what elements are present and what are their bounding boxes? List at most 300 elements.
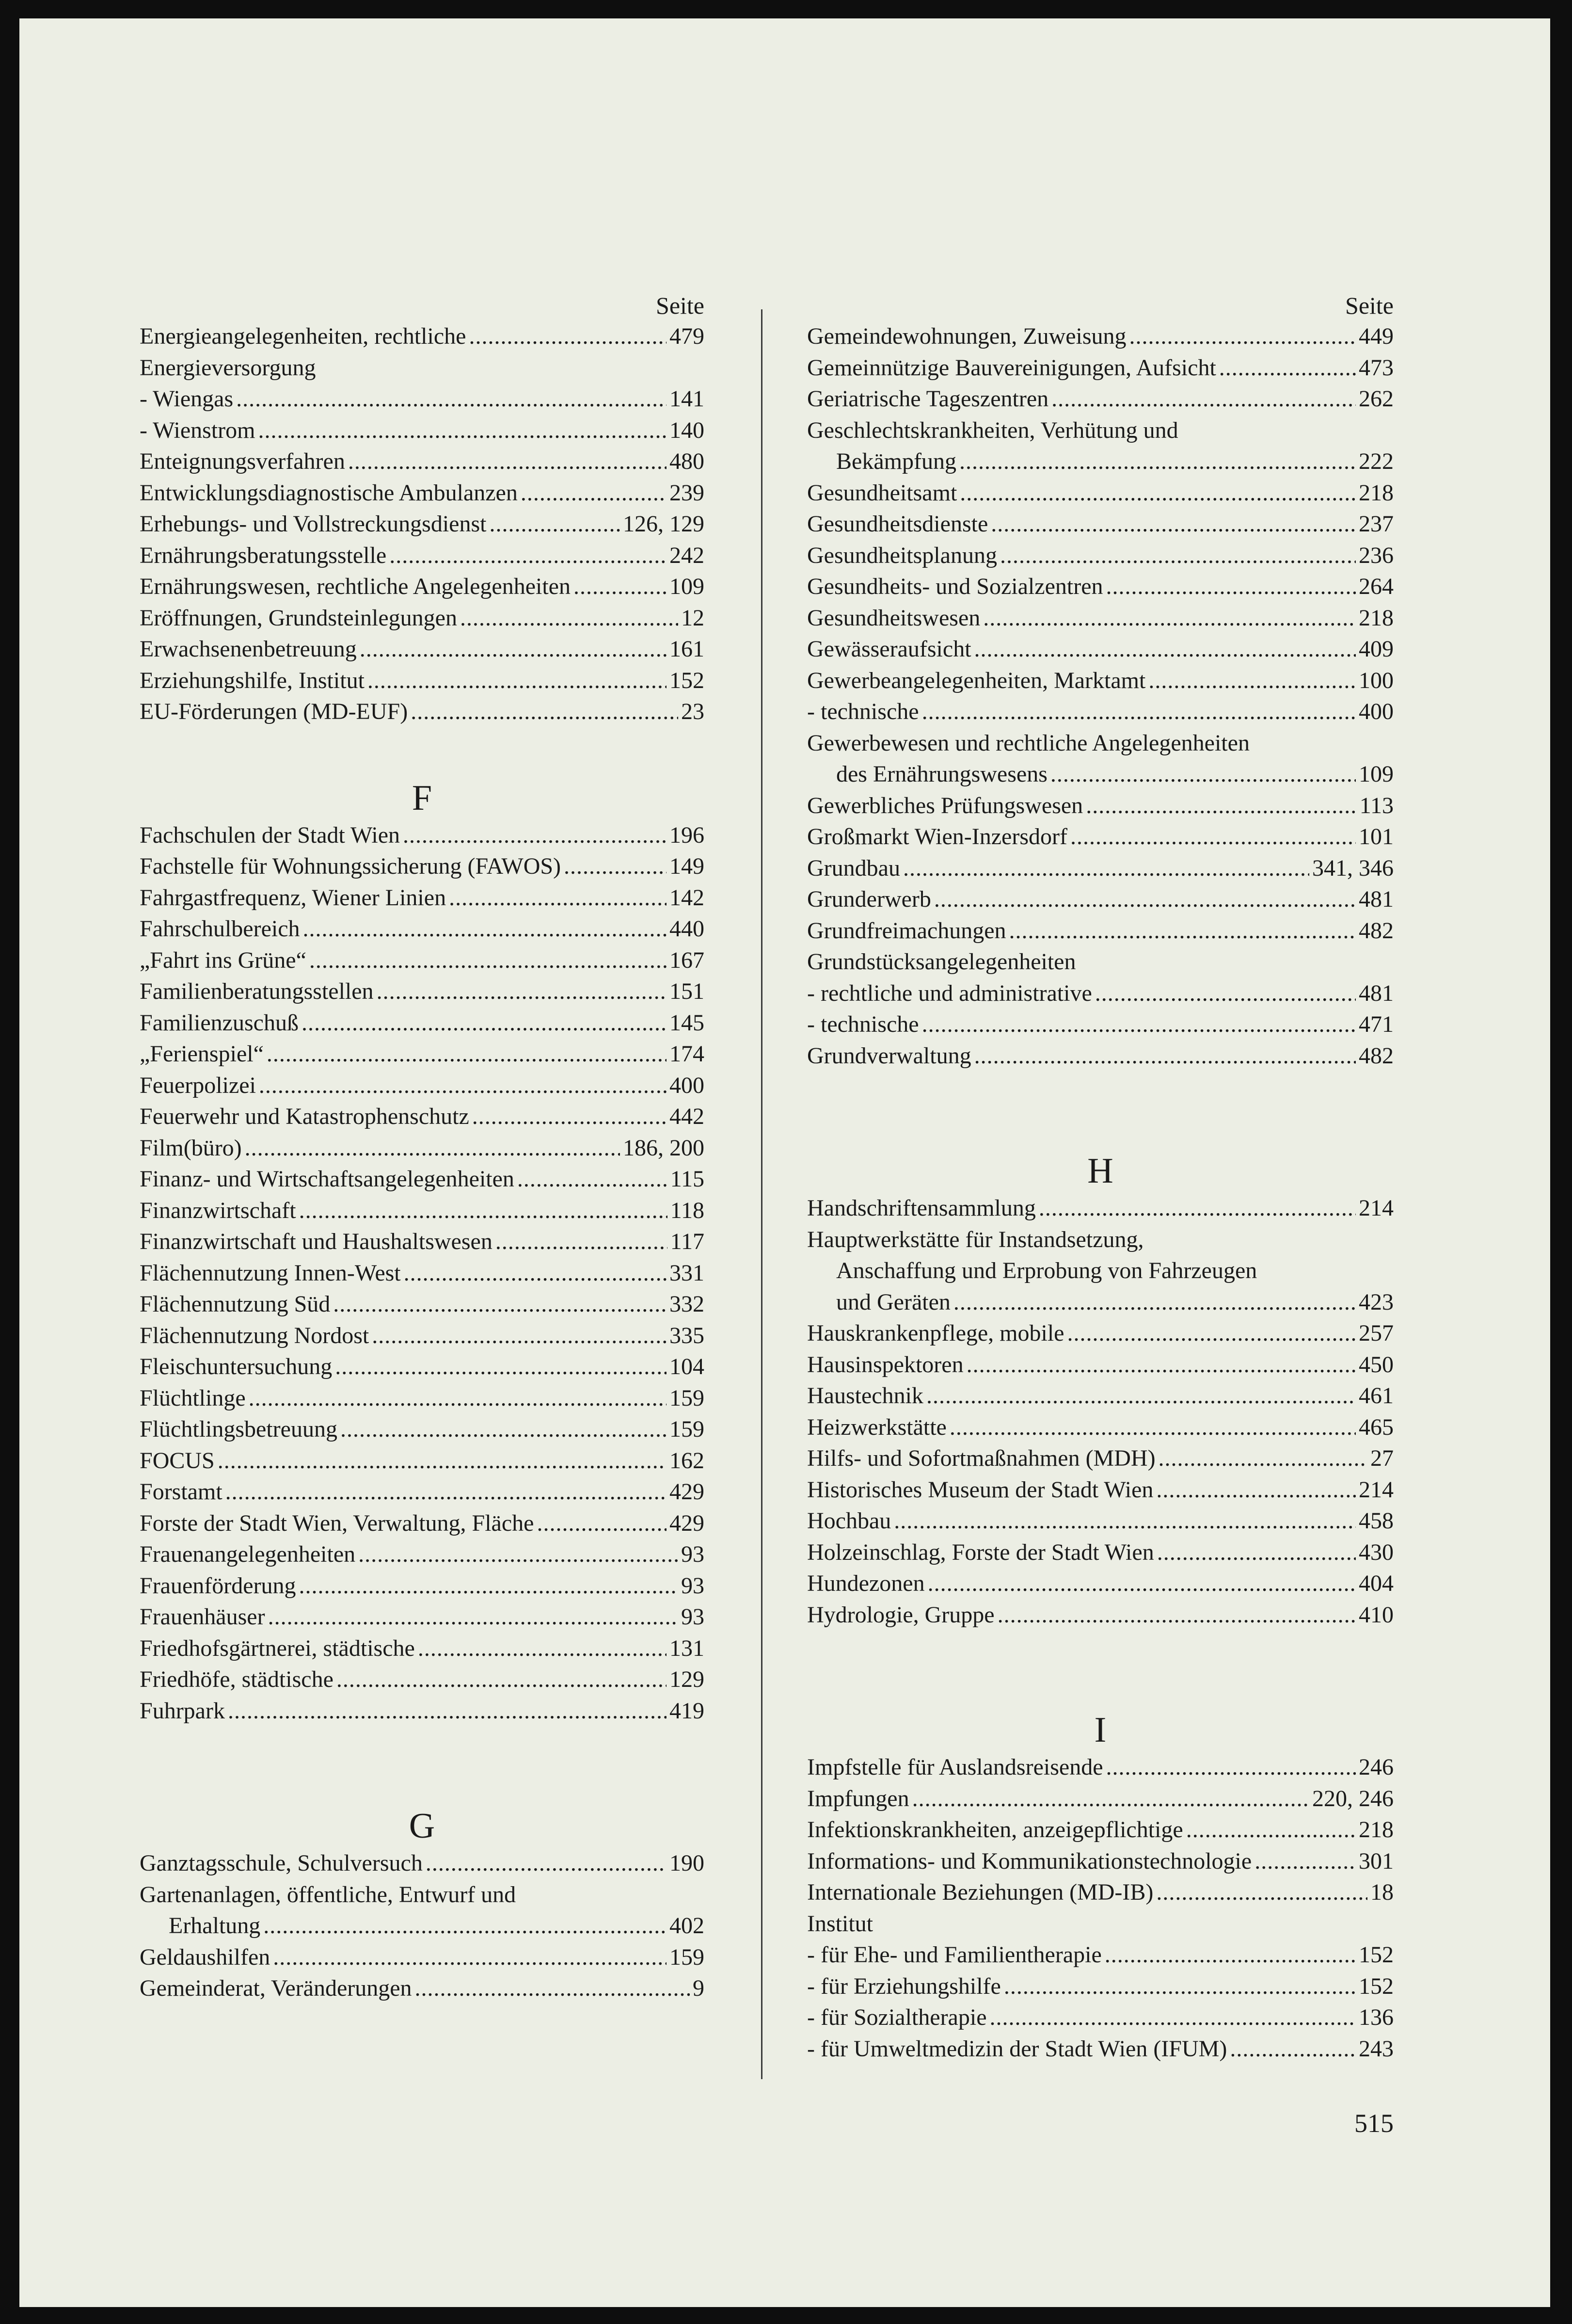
entry-term: Energieversorgung xyxy=(140,354,316,381)
leader-dots xyxy=(267,1039,667,1070)
entry-page: 118 xyxy=(670,1197,704,1223)
entry-page: 159 xyxy=(669,1385,704,1411)
leader-dots xyxy=(340,1414,667,1445)
entry-page: 423 xyxy=(1359,1289,1394,1315)
entry-page: 257 xyxy=(1359,1320,1394,1346)
entry-term: Geschlechtskrankheiten, Verhütung und xyxy=(807,417,1178,443)
index-entry-heading xyxy=(140,1879,704,1911)
leader-dots xyxy=(268,1602,678,1633)
index-entry xyxy=(807,1939,1394,1971)
entry-page: 93 xyxy=(681,1604,704,1630)
index-entry xyxy=(140,914,704,945)
index-entry xyxy=(807,1412,1394,1443)
index-entry xyxy=(140,976,704,1008)
entry-page: 93 xyxy=(681,1572,704,1599)
entry-term: Gemeinderat, Veränderungen xyxy=(140,1975,412,2001)
entry-page: 402 xyxy=(669,1913,704,1939)
entry-page: 449 xyxy=(1359,323,1394,349)
index-entry xyxy=(807,821,1394,853)
entry-term: Enteignungsverfahren xyxy=(140,449,345,474)
entry-term: Frauenförderung xyxy=(140,1572,296,1599)
entry-term: Bekämpfung xyxy=(836,449,956,474)
entry-term: Gesundheitsamt xyxy=(807,480,957,506)
entry-page: 100 xyxy=(1359,667,1394,693)
index-entry xyxy=(140,478,704,509)
entry-term: Historisches Museum der Stadt Wien xyxy=(807,1476,1154,1503)
leader-dots xyxy=(1067,1318,1356,1349)
entry-page: 12 xyxy=(681,605,704,631)
entry-page: 262 xyxy=(1359,386,1394,412)
entry-page: 140 xyxy=(669,417,704,443)
entry-term: Handschriftensammlung xyxy=(807,1195,1036,1221)
column-divider xyxy=(761,309,762,2079)
leader-dots xyxy=(218,1445,667,1477)
entry-term: Erhebungs- und Vollstreckungsdienst xyxy=(140,511,487,537)
leader-dots xyxy=(259,1070,667,1102)
entry-page: 236 xyxy=(1359,542,1394,568)
index-entry xyxy=(807,1193,1394,1224)
entry-page: 218 xyxy=(1359,1817,1394,1843)
index-entry xyxy=(140,1848,704,1879)
index-entry xyxy=(140,1164,704,1195)
leader-dots xyxy=(990,2002,1356,2034)
entry-page: 482 xyxy=(1359,917,1394,944)
leader-dots xyxy=(418,1633,667,1665)
entry-term: Geriatrische Tageszentren xyxy=(807,386,1049,412)
index-entry xyxy=(140,384,704,415)
entry-page: 152 xyxy=(1359,1942,1394,1968)
entry-term: Film(büro) xyxy=(140,1135,242,1161)
index-entry xyxy=(140,1973,704,2004)
entry-page: 429 xyxy=(669,1510,704,1536)
entry-term: EU-Förderungen (MD-EUF) xyxy=(140,699,408,724)
leader-dots xyxy=(273,1942,667,1973)
index-entry xyxy=(807,978,1394,1010)
leader-dots xyxy=(1156,1475,1356,1506)
entry-page: 9 xyxy=(693,1975,704,2001)
entry-page: 430 xyxy=(1359,1539,1394,1565)
entry-page: 481 xyxy=(1359,886,1394,912)
index-entry xyxy=(807,1537,1394,1569)
entry-term: Holzeinschlag, Forste der Stadt Wien xyxy=(807,1539,1154,1565)
entry-page: 218 xyxy=(1359,480,1394,506)
leader-dots xyxy=(469,321,667,353)
entry-term: Geldaushilfen xyxy=(140,1944,270,1970)
entry-page: 335 xyxy=(669,1322,704,1348)
leader-dots xyxy=(1148,665,1356,697)
index-entry xyxy=(140,1008,704,1039)
index-entry xyxy=(807,509,1394,540)
entry-term: Flächennutzung Innen-West xyxy=(140,1260,401,1286)
index-entry xyxy=(807,1783,1394,1815)
leader-dots xyxy=(537,1508,667,1539)
entry-page: 101 xyxy=(1359,824,1394,849)
entry-term: Eröffnungen, Grundsteinlegungen xyxy=(140,605,457,631)
leader-dots xyxy=(521,478,667,509)
leader-dots xyxy=(1254,1846,1356,1877)
entry-page: 18 xyxy=(1370,1879,1394,1905)
index-entry xyxy=(807,603,1394,634)
entry-page: 471 xyxy=(1359,1011,1394,1037)
entry-page: 196 xyxy=(669,822,704,848)
entry-page: 220, 246 xyxy=(1312,1785,1394,1811)
entry-term: Friedhofsgärtnerei, städtische xyxy=(140,1635,415,1661)
entry-page: 465 xyxy=(1359,1414,1394,1440)
leader-dots xyxy=(1039,1193,1356,1224)
index-entry xyxy=(140,1070,704,1102)
leader-dots xyxy=(302,1008,667,1039)
leader-dots xyxy=(372,1320,667,1352)
leader-dots xyxy=(415,1973,690,2004)
entry-term: Fleischuntersuchung xyxy=(140,1354,333,1379)
index-entry xyxy=(807,1568,1394,1600)
leader-dots xyxy=(1106,571,1356,603)
entry-term: Internationale Beziehungen (MD-IB) xyxy=(807,1879,1154,1905)
g-entries xyxy=(140,1848,704,2004)
index-entry xyxy=(807,1287,1394,1318)
entry-term: Impfstelle für Auslandsreisende xyxy=(807,1754,1103,1780)
index-entry xyxy=(807,853,1394,884)
entry-term: Hausinspektoren xyxy=(807,1351,964,1378)
index-entry xyxy=(807,1506,1394,1537)
index-entry xyxy=(807,446,1394,478)
entry-page: 145 xyxy=(669,1010,704,1036)
entry-page: 440 xyxy=(669,916,704,942)
entry-page: 301 xyxy=(1359,1848,1394,1874)
leader-dots xyxy=(1219,353,1356,384)
entry-page: 341, 346 xyxy=(1312,855,1394,881)
entry-page: 214 xyxy=(1359,1476,1394,1503)
leader-dots xyxy=(245,1133,620,1164)
entry-term: Gewerbewesen und rechtliche Angelegenheiten xyxy=(807,730,1250,756)
e-entries xyxy=(140,321,704,728)
entry-page: 419 xyxy=(669,1698,704,1724)
index-entry-heading xyxy=(807,728,1394,759)
leader-dots xyxy=(490,509,620,540)
entry-term: Ernährungsberatungsstelle xyxy=(140,542,387,568)
leader-dots xyxy=(1157,1537,1356,1569)
entry-page: 461 xyxy=(1359,1383,1394,1409)
entry-term: Fahrschulbereich xyxy=(140,916,300,942)
entry-page: 27 xyxy=(1370,1445,1394,1471)
index-entry-heading xyxy=(807,415,1394,447)
entry-term: Gesundheitswesen xyxy=(807,605,981,631)
leader-dots xyxy=(360,634,667,665)
index-entry xyxy=(140,1039,704,1070)
entry-term: Frauenangelegenheiten xyxy=(140,1541,356,1567)
index-entry xyxy=(140,1602,704,1633)
index-entry xyxy=(807,759,1394,790)
leader-dots xyxy=(1159,1443,1367,1475)
entry-page: 115 xyxy=(670,1166,704,1192)
index-entry xyxy=(140,1445,704,1477)
entry-page: 242 xyxy=(669,542,704,568)
index-entry xyxy=(140,321,704,353)
leader-dots xyxy=(1009,915,1356,947)
index-entry xyxy=(807,540,1394,572)
leader-dots xyxy=(449,882,667,914)
index-entry xyxy=(140,820,704,851)
index-entry xyxy=(807,1349,1394,1381)
index-entry xyxy=(807,384,1394,415)
leader-dots xyxy=(225,1476,667,1508)
entry-page: 151 xyxy=(669,978,704,1004)
leader-dots xyxy=(1000,540,1356,572)
index-entry xyxy=(140,1195,704,1227)
entry-term: Grunderwerb xyxy=(807,886,931,912)
entry-page: 161 xyxy=(669,636,704,662)
entry-term: Entwicklungsdiagnostische Ambulanzen xyxy=(140,480,518,506)
entry-term: Ernährungswesen, rechtliche Angelegenheiten xyxy=(140,574,571,599)
entry-term: Grundstücksangelegenheiten xyxy=(807,949,1076,975)
index-entry xyxy=(807,1971,1394,2003)
entry-term: „Ferienspiel“ xyxy=(140,1041,264,1067)
leader-dots xyxy=(903,853,1309,884)
index-entry xyxy=(140,571,704,603)
index-entry xyxy=(140,509,704,540)
index-entry xyxy=(140,851,704,882)
entry-term: Erziehungshilfe, Institut xyxy=(140,667,365,693)
leader-dots xyxy=(922,696,1356,728)
entry-page: 167 xyxy=(669,947,704,973)
page-number: 515 xyxy=(1354,2109,1394,2138)
section-heading-g: G xyxy=(409,1806,435,1846)
leader-dots xyxy=(922,1009,1356,1041)
entry-page: 109 xyxy=(669,574,704,599)
entry-term: Feuerwehr und Katastrophenschutz xyxy=(140,1104,469,1129)
entry-page: 149 xyxy=(669,853,704,879)
h-entries xyxy=(807,1193,1394,1631)
index-entry xyxy=(807,2034,1394,2065)
entry-term: Institut xyxy=(807,1910,873,1937)
leader-dots xyxy=(404,1258,667,1289)
leader-dots xyxy=(336,1664,667,1696)
index-entry xyxy=(807,1041,1394,1072)
index-entry xyxy=(140,415,704,447)
entry-page: 237 xyxy=(1359,511,1394,537)
leader-dots xyxy=(411,696,678,728)
entry-page: 214 xyxy=(1359,1195,1394,1221)
entry-term: Impfungen xyxy=(807,1785,909,1811)
entry-term: - für Sozialtherapie xyxy=(807,2004,987,2030)
entry-page: 113 xyxy=(1359,792,1394,818)
entry-term: Gewässeraufsicht xyxy=(807,636,971,662)
index-entry xyxy=(140,945,704,977)
entry-page: 482 xyxy=(1359,1042,1394,1069)
index-entry xyxy=(807,321,1394,353)
f-entries xyxy=(140,820,704,1727)
leader-dots xyxy=(912,1783,1309,1815)
entry-term: Fachstelle für Wohnungssicherung (FAWOS) xyxy=(140,853,561,879)
entry-page: 142 xyxy=(669,884,704,911)
index-entry xyxy=(140,1351,704,1383)
leader-dots xyxy=(236,384,667,415)
entry-term: Friedhöfe, städtische xyxy=(140,1667,333,1692)
index-entry xyxy=(140,446,704,478)
entry-term: - technische xyxy=(807,699,919,724)
index-entry xyxy=(807,665,1394,697)
entry-term: Finanz- und Wirtschaftsangelegenheiten xyxy=(140,1166,514,1192)
leader-dots xyxy=(960,478,1356,509)
entry-term: und Geräten xyxy=(836,1289,951,1315)
entry-term: Hochbau xyxy=(807,1508,891,1534)
entry-page: 104 xyxy=(669,1354,704,1379)
entry-term: Infektionskrankheiten, anzeigepflichtige xyxy=(807,1817,1183,1843)
index-entry xyxy=(140,1320,704,1352)
index-entry-heading xyxy=(140,353,704,384)
entry-page: 410 xyxy=(1359,1602,1394,1628)
entry-term: Grundfreimachungen xyxy=(807,917,1006,944)
leader-dots xyxy=(1105,1939,1356,1971)
leader-dots xyxy=(974,1041,1356,1072)
entry-term: Großmarkt Wien-Inzersdorf xyxy=(807,824,1067,849)
entry-page: 218 xyxy=(1359,605,1394,631)
entry-term: - für Erziehungshilfe xyxy=(807,1973,1001,1999)
leader-dots xyxy=(1050,759,1356,790)
leader-dots xyxy=(258,415,667,447)
leader-dots xyxy=(335,1351,667,1383)
entry-term: Energieangelegenheiten, rechtliche xyxy=(140,323,466,349)
index-entry xyxy=(140,1942,704,1973)
entry-term: Fahrgastfrequenz, Wiener Linien xyxy=(140,884,446,911)
entry-term: Heizwerkstätte xyxy=(807,1414,947,1440)
leader-dots xyxy=(983,603,1356,634)
leader-dots xyxy=(263,1910,667,1942)
section-heading-i: I xyxy=(1094,1710,1107,1750)
entry-term: Finanzwirtschaft xyxy=(140,1197,296,1223)
entry-term: - technische xyxy=(807,1011,919,1037)
index-entry xyxy=(807,1009,1394,1041)
leader-dots xyxy=(959,446,1356,478)
entry-term: FOCUS xyxy=(140,1447,215,1474)
leader-dots xyxy=(564,851,667,882)
index-entry xyxy=(807,1443,1394,1475)
index-entry xyxy=(140,1539,704,1571)
leader-dots xyxy=(333,1289,667,1320)
index-entry xyxy=(807,634,1394,665)
leader-dots xyxy=(403,820,667,851)
entry-term: - rechtliche und administrative xyxy=(807,980,1092,1006)
entry-term: - Wiengas xyxy=(140,386,234,412)
index-entry xyxy=(807,1877,1394,1908)
leader-dots xyxy=(1070,821,1356,853)
entry-term: Forste der Stadt Wien, Verwaltung, Fläche xyxy=(140,1510,534,1536)
leader-dots xyxy=(1156,1877,1367,1908)
index-entry xyxy=(807,353,1394,384)
index-entry xyxy=(140,603,704,634)
index-entry xyxy=(140,1508,704,1539)
entry-page: 186, 200 xyxy=(623,1135,704,1161)
entry-term: Familienzuschuß xyxy=(140,1010,299,1036)
entry-term: Gewerbeangelegenheiten, Marktamt xyxy=(807,667,1146,693)
leader-dots xyxy=(1095,978,1356,1010)
leader-dots xyxy=(1186,1814,1356,1846)
leader-dots xyxy=(309,945,667,977)
i-entries xyxy=(807,1752,1394,2065)
entry-term: Flächennutzung Süd xyxy=(140,1291,331,1317)
entry-term: Anschaffung und Erprobung von Fahrzeugen xyxy=(836,1258,1257,1283)
entry-page: 117 xyxy=(670,1229,704,1254)
entry-term: Gemeinnützige Bauvereinigungen, Aufsicht xyxy=(807,354,1216,381)
leader-dots xyxy=(517,1164,667,1195)
leader-dots xyxy=(299,1571,678,1602)
index-entry xyxy=(807,696,1394,728)
entry-page: 450 xyxy=(1359,1351,1394,1378)
entry-term: - für Umweltmedizin der Stadt Wien (IFUM) xyxy=(807,2036,1227,2062)
leader-dots xyxy=(495,1226,667,1258)
index-entry xyxy=(140,1633,704,1665)
entry-page: 481 xyxy=(1359,980,1394,1006)
entry-page: 239 xyxy=(669,480,704,506)
leader-dots xyxy=(249,1383,667,1414)
index-entry xyxy=(140,1414,704,1445)
leader-dots xyxy=(358,1539,678,1571)
entry-page: 264 xyxy=(1359,574,1394,599)
index-entry xyxy=(807,884,1394,915)
index-entry xyxy=(807,478,1394,509)
index-entry-heading xyxy=(807,946,1394,978)
entry-term: Hydrologie, Gruppe xyxy=(807,1602,995,1628)
entry-page: 159 xyxy=(669,1416,704,1442)
entry-term: Familienberatungsstellen xyxy=(140,978,374,1004)
entry-term: Feuerpolizei xyxy=(140,1072,256,1098)
entry-page: 458 xyxy=(1359,1508,1394,1534)
leader-dots xyxy=(299,1195,667,1227)
entry-page: 246 xyxy=(1359,1754,1394,1780)
entry-term: Hundezonen xyxy=(807,1571,925,1596)
entry-term: Gesundheits- und Sozialzentren xyxy=(807,574,1103,599)
seite-label: Seite xyxy=(1345,292,1394,319)
entry-term: Gesundheitsplanung xyxy=(807,542,997,568)
entry-page: 442 xyxy=(669,1104,704,1129)
entry-page: 131 xyxy=(669,1635,704,1661)
entry-page: 404 xyxy=(1359,1571,1394,1596)
entry-page: 126, 129 xyxy=(623,511,704,537)
index-entry xyxy=(140,1571,704,1602)
entry-term: - für Ehe- und Familientherapie xyxy=(807,1942,1102,1968)
entry-term: Gesundheitsdienste xyxy=(807,511,988,537)
index-entry xyxy=(140,1133,704,1164)
entry-term: Gemeindewohnungen, Zuweisung xyxy=(807,323,1127,349)
leader-dots xyxy=(1004,1971,1356,2003)
section-heading-f: F xyxy=(412,778,432,818)
leader-dots xyxy=(426,1848,667,1879)
entry-term: Finanzwirtschaft und Haushaltswesen xyxy=(140,1229,492,1254)
entry-page: 409 xyxy=(1359,636,1394,662)
entry-page: 222 xyxy=(1359,449,1394,474)
leader-dots xyxy=(1129,321,1356,353)
entry-term: Informations- und Kommunikationstechnologie xyxy=(807,1848,1252,1874)
entry-page: 429 xyxy=(669,1479,704,1505)
entry-term: Gewerbliches Prüfungswesen xyxy=(807,792,1083,818)
index-entry xyxy=(140,1101,704,1133)
entry-page: 400 xyxy=(1359,699,1394,724)
leader-dots xyxy=(928,1568,1356,1600)
leader-dots xyxy=(228,1696,667,1727)
leader-dots xyxy=(389,540,667,572)
entry-term: Gartenanlagen, öffentliche, Entwurf und xyxy=(140,1881,516,1907)
entry-term: Haustechnik xyxy=(807,1383,923,1409)
entry-term: Forstamt xyxy=(140,1479,222,1505)
entry-page: 174 xyxy=(669,1041,704,1067)
leader-dots xyxy=(1106,1752,1356,1783)
leader-dots xyxy=(934,884,1356,915)
leader-dots xyxy=(472,1101,667,1133)
entry-term: - Wienstrom xyxy=(140,417,255,443)
entry-term: Flüchtlingsbetreuung xyxy=(140,1416,337,1442)
entry-page: 162 xyxy=(669,1447,704,1474)
index-entry xyxy=(140,1910,704,1942)
